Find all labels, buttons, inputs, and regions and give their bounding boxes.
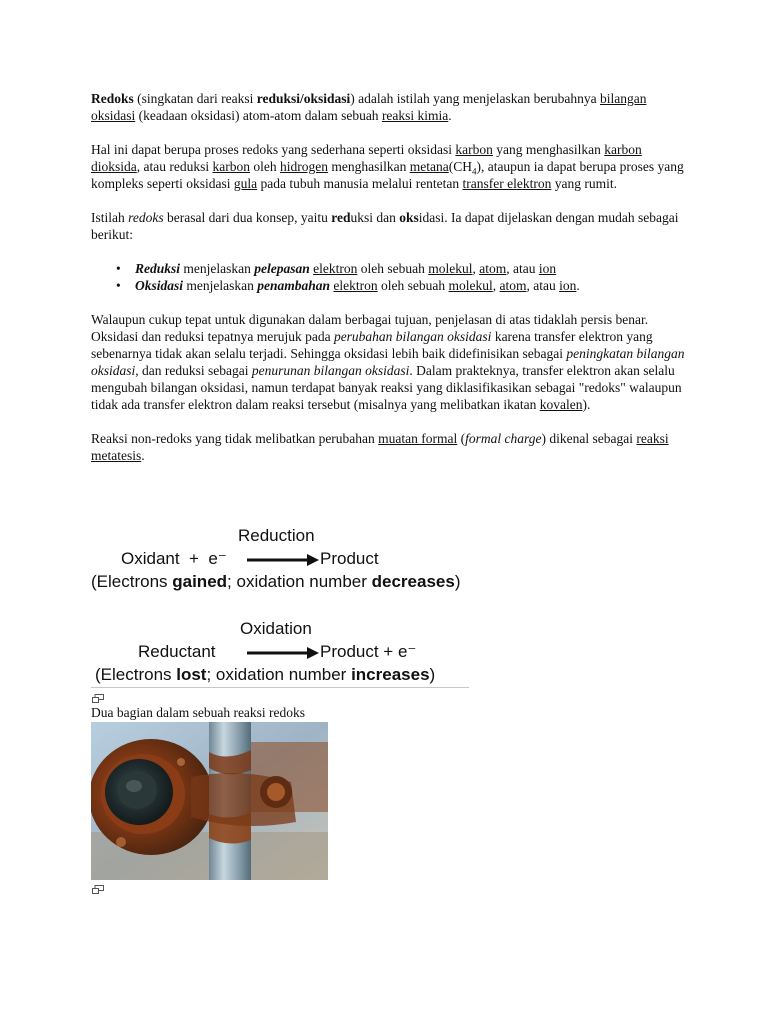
text: (CH xyxy=(448,159,472,174)
article-body xyxy=(91,90,691,481)
text: berasal dari dua konsep, yaitu xyxy=(163,210,332,225)
bold-decreases: decreases xyxy=(371,572,455,591)
text: menjelaskan xyxy=(180,261,255,276)
redox-diagram xyxy=(91,522,469,687)
precision-paragraph xyxy=(91,311,691,413)
link-metana[interactable]: metana xyxy=(409,159,449,174)
text: ; oxidation number xyxy=(206,665,352,684)
link-karbon-dioksida[interactable]: karbon dioksida xyxy=(91,142,642,174)
italic-formal-charge: formal charge xyxy=(465,431,542,446)
text: . Dalam prakteknya, transfer elektron akan selalu mengubah bilangan oksidasi, namun terdapat banyak reaksi yang diklasifikasikan sebagai "redoks" walaupun tidak ada transfer elektron dalam reaksi tersebut (misalnya yang melibatkan ikatan xyxy=(91,363,682,412)
intro-paragraph xyxy=(91,90,691,124)
text: , atau xyxy=(526,278,560,293)
text: oleh xyxy=(249,159,280,174)
italic-redoks: redoks xyxy=(128,210,164,225)
arrow-right-icon xyxy=(247,554,319,566)
text: (keadaan oksidasi) atom-atom dalam sebuah xyxy=(135,108,382,123)
list-item-reduksi xyxy=(135,260,691,277)
link-ion[interactable]: ion xyxy=(538,261,557,276)
text: ; oxidation number xyxy=(227,572,372,591)
list-item-oksidasi xyxy=(135,277,691,294)
link-ion-2[interactable]: ion xyxy=(559,278,577,293)
oxidation-note xyxy=(95,665,435,685)
link-atom-2[interactable]: atom xyxy=(499,278,527,293)
link-karbon-2[interactable]: karbon xyxy=(212,159,250,174)
oxidation-title: Oxidation xyxy=(240,619,312,638)
text: , xyxy=(472,261,480,276)
non-redox-paragraph xyxy=(91,430,691,464)
link-karbon[interactable]: karbon xyxy=(455,142,493,157)
text: Walaupun cukup tepat untuk digunakan dalam berbagai tujuan, penjelasan di atas tidaklah persis benar. Oksidasi dan reduksi tepatnya merujuk pada xyxy=(91,312,649,344)
term-origin-paragraph xyxy=(91,209,691,243)
reduction-title: Reduction xyxy=(238,526,315,545)
text: (singkatan dari reaksi xyxy=(133,91,257,106)
bold-red: red xyxy=(331,210,351,225)
reduction-rhs: Product xyxy=(320,549,379,568)
link-reaksi-metatesis[interactable]: reaksi metatesis xyxy=(91,431,669,463)
text: ) dikenal sebagai xyxy=(541,431,637,446)
italic-term: peningkatan bilangan oksidasi xyxy=(91,346,685,378)
arrow-right-icon xyxy=(247,647,319,659)
text: ( xyxy=(457,431,466,446)
text: yang menghasilkan xyxy=(492,142,605,157)
link-elektron-2[interactable]: elektron xyxy=(333,278,378,293)
text: ) xyxy=(454,572,461,591)
link-gula[interactable]: gula xyxy=(233,176,258,191)
oxidation-rhs: Product + e⁻ xyxy=(320,642,417,661)
bold-oks: oks xyxy=(399,210,419,225)
reduction-lhs: Oxidant + e⁻ xyxy=(121,549,227,568)
text: idasi. Ia dapat dijelaskan dengan mudah sebagai berikut: xyxy=(91,210,679,242)
term-penambahan: penambahan xyxy=(257,278,331,293)
text: . xyxy=(576,278,580,293)
italic-term: penurunan bilangan oksidasi xyxy=(251,363,410,378)
text: ). xyxy=(582,397,591,412)
rusty-pipe-photo xyxy=(91,722,328,880)
text: , xyxy=(492,278,500,293)
text: Reaksi non-redoks yang tidak melibatkan perubahan xyxy=(91,431,379,446)
text: . xyxy=(141,448,145,463)
link-transfer-elektron[interactable]: transfer elektron xyxy=(462,176,552,191)
italic-term: perubahan bilangan oksidasi xyxy=(333,329,492,344)
text: uksi dan xyxy=(350,210,400,225)
text: karena transfer elektron yang sebenarnya tidak akan selalu terjadi. Sehingga oksidasi lebih baik didefinisikan sebagai xyxy=(91,329,653,361)
oxidation-lhs: Reductant xyxy=(138,642,216,661)
link-hidrogen[interactable]: hidrogen xyxy=(279,159,328,174)
text: (Electrons xyxy=(91,572,173,591)
term-pelepasan: pelepasan xyxy=(254,261,310,276)
frame-icon[interactable] xyxy=(92,694,104,703)
text: , atau xyxy=(506,261,539,276)
text: oleh sebuah xyxy=(377,278,449,293)
text: Hal ini dapat berupa proses redoks yang sederhana seperti oksidasi xyxy=(91,142,456,157)
figure-divider xyxy=(91,687,469,688)
text: , dan reduksi sebagai xyxy=(135,363,252,378)
term-oksidasi: Oksidasi xyxy=(135,278,184,293)
text: Istilah xyxy=(91,210,129,225)
text: , atau reduksi xyxy=(136,159,213,174)
bold-lost: lost xyxy=(176,665,207,684)
link-kovalen[interactable]: kovalen xyxy=(539,397,583,412)
bold-gained: gained xyxy=(172,572,228,591)
link-molekul-2[interactable]: molekul xyxy=(448,278,493,293)
term-reduksi-oksidasi: reduksi/oksidasi xyxy=(256,91,351,106)
link-bilangan-oksidasi[interactable]: bilangan oksidasi xyxy=(91,91,647,123)
frame-icon[interactable] xyxy=(92,885,104,894)
link-reaksi-kimia[interactable]: reaksi kimia xyxy=(381,108,449,123)
text: yang rumit. xyxy=(551,176,618,191)
link-muatan-formal[interactable]: muatan formal xyxy=(378,431,458,446)
text: ) adalah istilah yang menjelaskan berubahnya xyxy=(350,91,600,106)
subscript: 4 xyxy=(471,166,477,177)
figure-caption: Dua bagian dalam sebuah reaksi redoks xyxy=(91,705,306,720)
reduction-note xyxy=(91,572,461,592)
bold-increases: increases xyxy=(351,665,430,684)
link-elektron[interactable]: elektron xyxy=(313,261,358,276)
link-atom[interactable]: atom xyxy=(479,261,507,276)
examples-paragraph xyxy=(91,141,691,192)
text: (Electrons xyxy=(95,665,177,684)
text: ) xyxy=(429,665,436,684)
text: menghasilkan xyxy=(327,159,410,174)
term-reduksi: Reduksi xyxy=(135,261,181,276)
link-molekul[interactable]: molekul xyxy=(428,261,473,276)
text: . xyxy=(448,108,452,123)
text: pada tubuh manusia melalui rentetan xyxy=(257,176,463,191)
text: oleh sebuah xyxy=(357,261,429,276)
text: ), ataupun ia dapat berupa proses yang kompleks seperti oksidasi xyxy=(91,159,684,191)
term-redoks: Redoks xyxy=(91,91,134,106)
text: menjelaskan xyxy=(183,278,258,293)
definition-list xyxy=(91,260,691,294)
